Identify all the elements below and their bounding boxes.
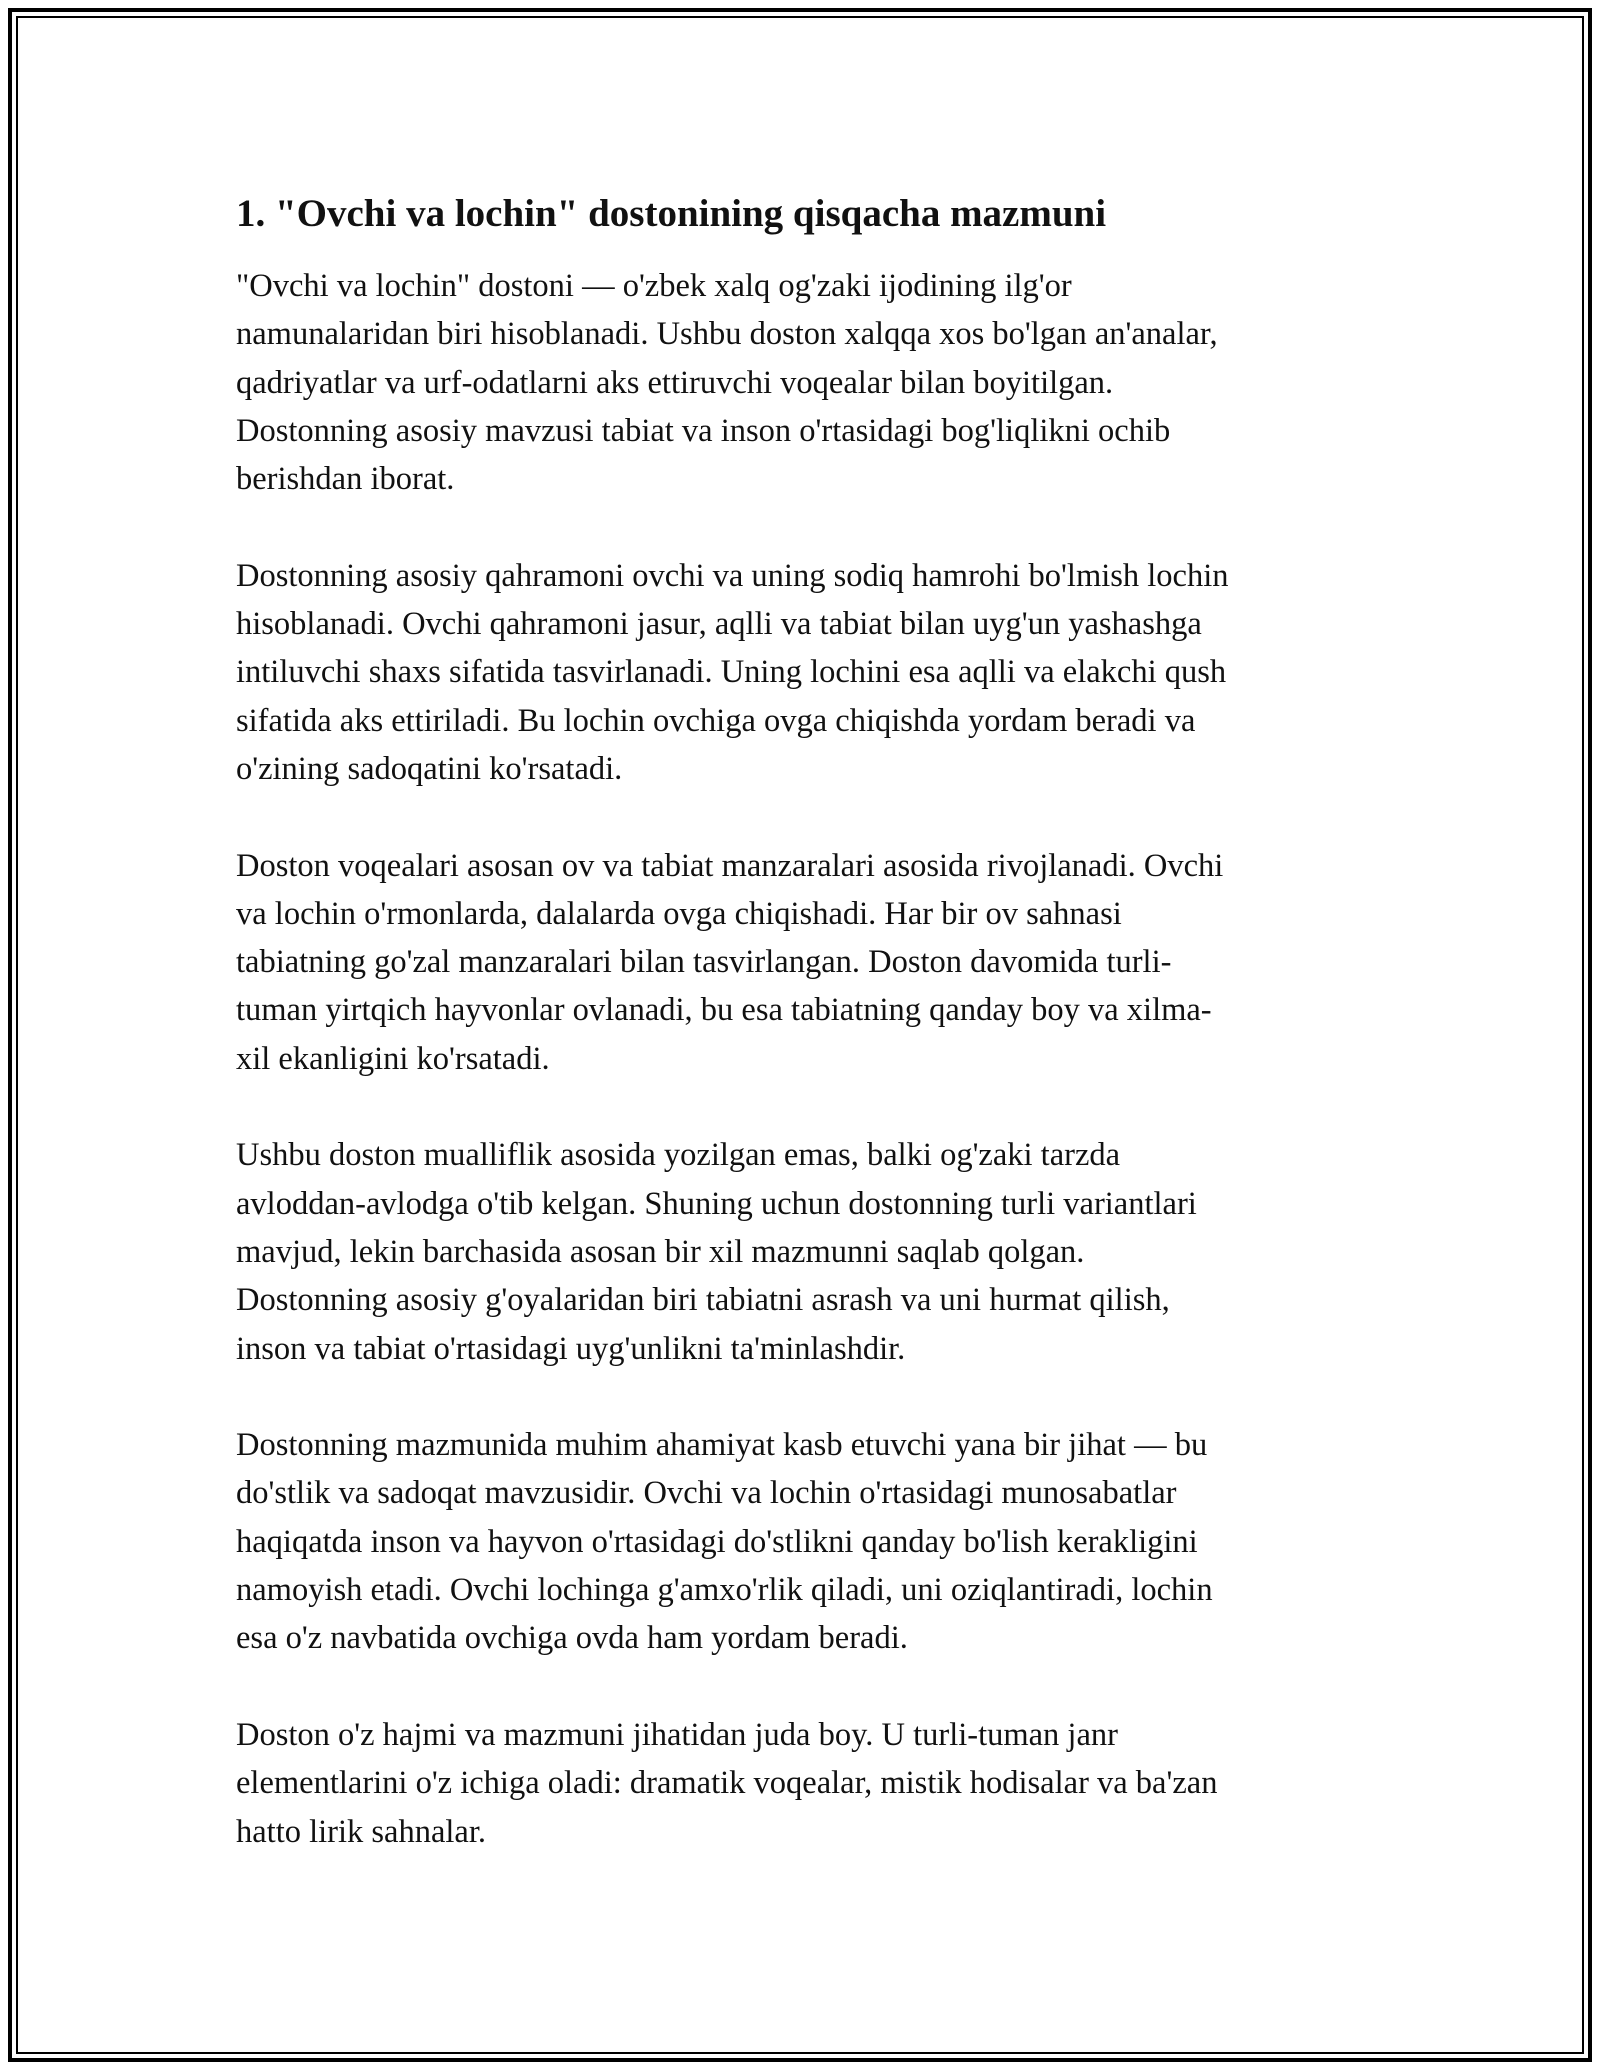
text-line: qadriyatlar va urf-odatlarni aks ettiruvchi voqealar bilan boyitilgan. [236,364,1114,401]
text-line: Dostonning asosiy mavzusi tabiat va inson o'rtasidagi bog'liqlikni ochib [236,412,1171,449]
text-line: va lochin o'rmonlarda, dalalarda ovga chiqishadi. Har bir ov sahnasi [236,895,1122,932]
text-line: avloddan-avlodga o'tib kelgan. Shuning uchun dostonning turli variantlari [236,1185,1197,1222]
document-body [236,188,1366,1904]
text-line: hatto lirik sahnalar. [236,1813,487,1850]
text-line: Dostonning asosiy qahramoni ovchi va uning sodiq hamrohi bo'lmish lochin [236,557,1229,594]
paragraph-1 [236,262,1366,503]
text-line: Dostonning asosiy g'oyalaridan biri tabiatni asrash va uni hurmat qilish, [236,1282,1170,1319]
text-line: o'zining sadoqatini ko'rsatadi. [236,750,623,787]
text-line: Doston voqealari asosan ov va tabiat manzaralari asosida rivojlanadi. Ovchi [236,847,1224,884]
text-line: tabiatning go'zal manzaralari bilan tasvirlangan. Doston davomida turli- [236,944,1172,981]
paragraph-4 [236,1131,1366,1372]
text-line: xil ekanligini ko'rsatadi. [236,1040,550,1077]
text-line: Dostonning mazmunida muhim ahamiyat kasb etuvchi yana bir jihat — bu [236,1427,1208,1464]
document-title: 1. "Ovchi va lochin" dostonining qisqacha mazmuni [236,192,1107,235]
text-line: "Ovchi va lochin" dostoni — o'zbek xalq og'zaki ijodining ilg'or [236,268,1072,304]
text-line: hisoblanadi. Ovchi qahramoni jasur, aqlli va tabiat bilan uyg'un yashashga [236,606,1202,643]
paragraph-6 [236,1711,1366,1856]
text-line: berishdan iborat. [236,461,455,498]
text-line: inson va tabiat o'rtasidagi uyg'unlikni ta'minlashdir. [236,1330,906,1367]
text-line: namunalaridan biri hisoblanadi. Ushbu doston xalqqa xos bo'lgan an'analar, [236,316,1218,353]
text-line: intiluvchi shaxs sifatida tasvirlanadi. Uning lochini esa aqlli va elakchi qush [236,654,1227,691]
paragraph-3 [236,842,1366,1083]
text-line: Doston o'z hajmi va mazmuni jihatidan juda boy. U turli-tuman janr [236,1716,1118,1753]
text-line: mavjud, lekin barchasida asosan bir xil mazmunni saqlab qolgan. [236,1233,1085,1270]
text-line: haqiqatda inson va hayvon o'rtasidagi do'stlikni qanday bo'lish kerakligini [236,1523,1198,1560]
paragraph-5 [236,1421,1366,1662]
paragraph-2 [236,552,1366,793]
text-line: tuman yirtqich hayvonlar ovlanadi, bu esa tabiatning qanday boy va xilma- [236,992,1212,1029]
text-line: do'stlik va sadoqat mavzusidir. Ovchi va lochin o'rtasidagi munosabatlar [236,1475,1177,1512]
text-line: sifatida aks ettiriladi. Bu lochin ovchiga ovga chiqishda yordam beradi va [236,702,1196,739]
text-line: Ushbu doston mualliflik asosida yozilgan emas, balki og'zaki tarzda [236,1137,1121,1174]
text-line: namoyish etadi. Ovchi lochinga g'amxo'rlik qiladi, uni oziqlantiradi, lochin [236,1572,1213,1609]
text-line: esa o'z navbatida ovchiga ovda ham yordam beradi. [236,1620,908,1657]
text-line: elementlarini o'z ichiga oladi: dramatik voqealar, mistik hodisalar va ba'zan [236,1765,1218,1802]
